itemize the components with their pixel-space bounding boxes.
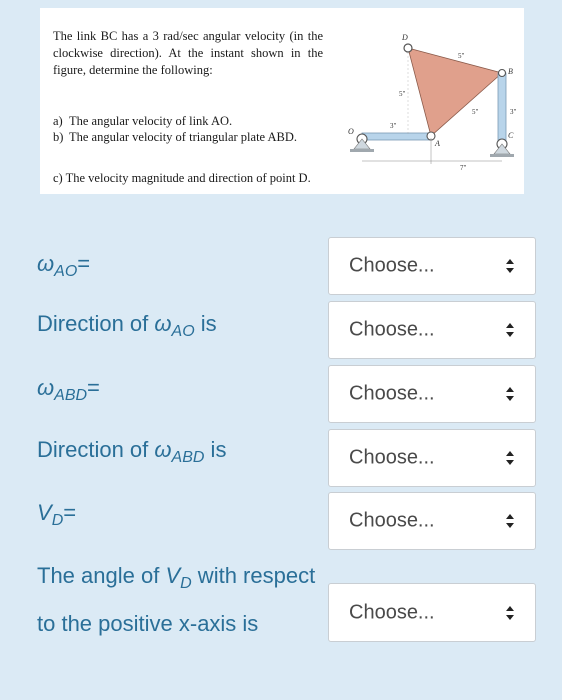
select-vd-value: Choose... (349, 509, 435, 532)
question-label-omega-abd (37, 375, 100, 405)
select-angle-vd[interactable] (328, 583, 536, 642)
q1-symbol: ω (37, 251, 55, 276)
problem-card (40, 8, 524, 194)
select-arrows-icon (505, 605, 515, 621)
select-direction-omega-abd-value: Choose... (349, 446, 435, 469)
select-arrows-icon (505, 322, 515, 338)
part-b (53, 129, 353, 145)
pin-d-icon (404, 44, 412, 52)
question-row-direction-omega-ao (0, 301, 562, 361)
select-omega-ao[interactable] (328, 237, 536, 295)
label-b: B (508, 67, 513, 76)
q5-suffix: = (63, 500, 77, 525)
q2-sub: AO (171, 323, 195, 340)
select-direction-omega-ao[interactable] (328, 301, 536, 359)
triangular-plate-abd (408, 48, 502, 136)
q5-symbol: V (37, 500, 52, 525)
part-a (53, 113, 353, 129)
q2-suffix: is (194, 311, 217, 336)
dim-bc: 3" (510, 108, 517, 116)
problem-intro: The link BC has a 3 rad/sec angular velocity (in the clockwise direction). At the instant shown in the figure, determine the following: (53, 29, 323, 77)
question-label-direction-omega-abd (37, 437, 226, 467)
label-c: C (508, 131, 514, 140)
select-arrows-icon (505, 258, 515, 274)
question-label-omega-ao (37, 251, 90, 281)
ground-o-icon (350, 149, 374, 152)
q6-sub: D (180, 575, 192, 592)
pin-b-icon (499, 70, 506, 77)
part-c-label: c) (53, 171, 63, 185)
dim-ab: 5" (472, 108, 479, 116)
q3-symbol: ω (37, 375, 55, 400)
select-direction-omega-ao-value: Choose... (349, 318, 435, 341)
question-row-omega-ao (0, 237, 562, 297)
select-arrows-icon (505, 386, 515, 402)
select-arrows-icon (505, 513, 515, 529)
q6-suffix: with respect to the positive x-axis is (37, 563, 316, 636)
select-direction-omega-abd[interactable] (328, 429, 536, 487)
link-ao (362, 133, 432, 140)
select-omega-ao-value: Choose... (349, 254, 435, 277)
link-bc (498, 73, 506, 145)
question-row-direction-omega-abd (0, 429, 562, 489)
part-b-text: The angular velocity of triangular plate ABD. (69, 130, 298, 144)
q1-sub: AO (54, 263, 78, 280)
q5-sub: D (51, 512, 64, 529)
label-a: A (435, 139, 440, 148)
q1-suffix: = (77, 251, 91, 276)
problem-parts (53, 113, 353, 145)
dim-ac: 7" (460, 164, 467, 172)
q2-symbol: ω (154, 311, 172, 336)
q4-symbol: ω (154, 437, 172, 462)
q3-sub: ABD (54, 387, 88, 404)
part-c (53, 171, 311, 186)
question-label-angle-vd (37, 556, 317, 644)
part-b-label: b) (53, 130, 64, 144)
q2-prefix: Direction of (37, 311, 155, 336)
question-row-vd (0, 492, 562, 552)
select-vd[interactable] (328, 492, 536, 550)
question-label-vd (37, 500, 76, 530)
dim-d-vertical: 5" (399, 90, 406, 98)
q6-prefix: The angle of (37, 563, 166, 588)
part-c-text: The velocity magnitude and direction of point D. (65, 171, 311, 185)
ground-c-icon (490, 154, 514, 157)
q4-suffix: is (204, 437, 227, 462)
linkage-figure (330, 18, 520, 178)
q3-suffix: = (87, 375, 100, 400)
select-arrows-icon (505, 450, 515, 466)
label-d: D (402, 33, 408, 42)
select-omega-abd[interactable] (328, 365, 536, 423)
question-row-omega-abd (0, 365, 562, 425)
label-o: O (348, 127, 354, 136)
dim-db: 5" (458, 52, 465, 60)
part-a-text: The angular velocity of link AO. (69, 114, 233, 128)
q6-symbol: V (165, 563, 181, 588)
q4-prefix: Direction of (37, 437, 155, 462)
part-a-label: a) (53, 114, 63, 128)
select-omega-abd-value: Choose... (349, 382, 435, 405)
q4-sub: ABD (171, 449, 205, 466)
question-label-direction-omega-ao (37, 311, 217, 341)
select-angle-vd-value: Choose... (349, 601, 435, 623)
dim-oa: 3" (390, 122, 397, 130)
